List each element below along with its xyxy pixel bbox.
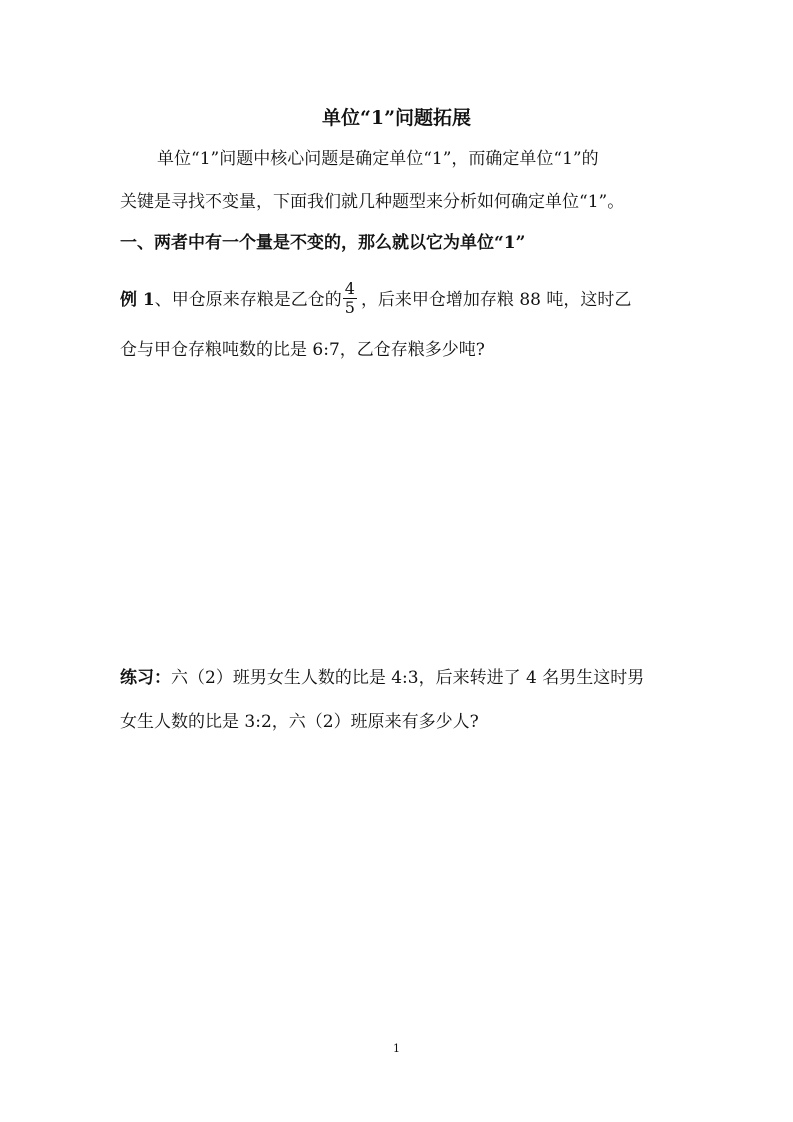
- section-1-heading: 一、两者中有一个量是不变的，那么就以它为单位“1”: [120, 233, 526, 253]
- example-1-text-before-fraction: 、甲仓原来存粮是乙仓的: [154, 290, 342, 310]
- practice-line-2: 女生人数的比是 3:2，六（2）班原来有多少人?: [120, 712, 479, 732]
- example-1-text-after-fraction: ，后来甲仓增加存粮 88 吨，这时乙: [360, 290, 632, 310]
- example-1-line-1: [120, 279, 632, 319]
- fraction-denominator: 5: [344, 298, 355, 317]
- fraction-numerator: 4: [344, 279, 355, 298]
- page-number: 1: [393, 1042, 400, 1055]
- fraction-four-fifths: [343, 280, 357, 317]
- intro-paragraph-line-2: 关键是寻找不变量，下面我们就几种题型来分析如何确定单位“1”。: [120, 192, 625, 212]
- example-1-line-2: 仓与甲仓存粮吨数的比是 6:7，乙仓存粮多少吨?: [120, 340, 485, 360]
- example-1-label: 例 1: [120, 290, 155, 310]
- practice-label: 练习：: [120, 668, 171, 688]
- practice-line-1: [120, 666, 644, 690]
- practice-text: 六（2）班男女生人数的比是 4:3，后来转进了 4 名男生这时男: [171, 668, 645, 688]
- intro-paragraph-line-1: 单位“1”问题中核心问题是确定单位“1”，而确定单位“1”的: [157, 149, 599, 169]
- page-title: 单位“1”问题拓展: [321, 107, 472, 129]
